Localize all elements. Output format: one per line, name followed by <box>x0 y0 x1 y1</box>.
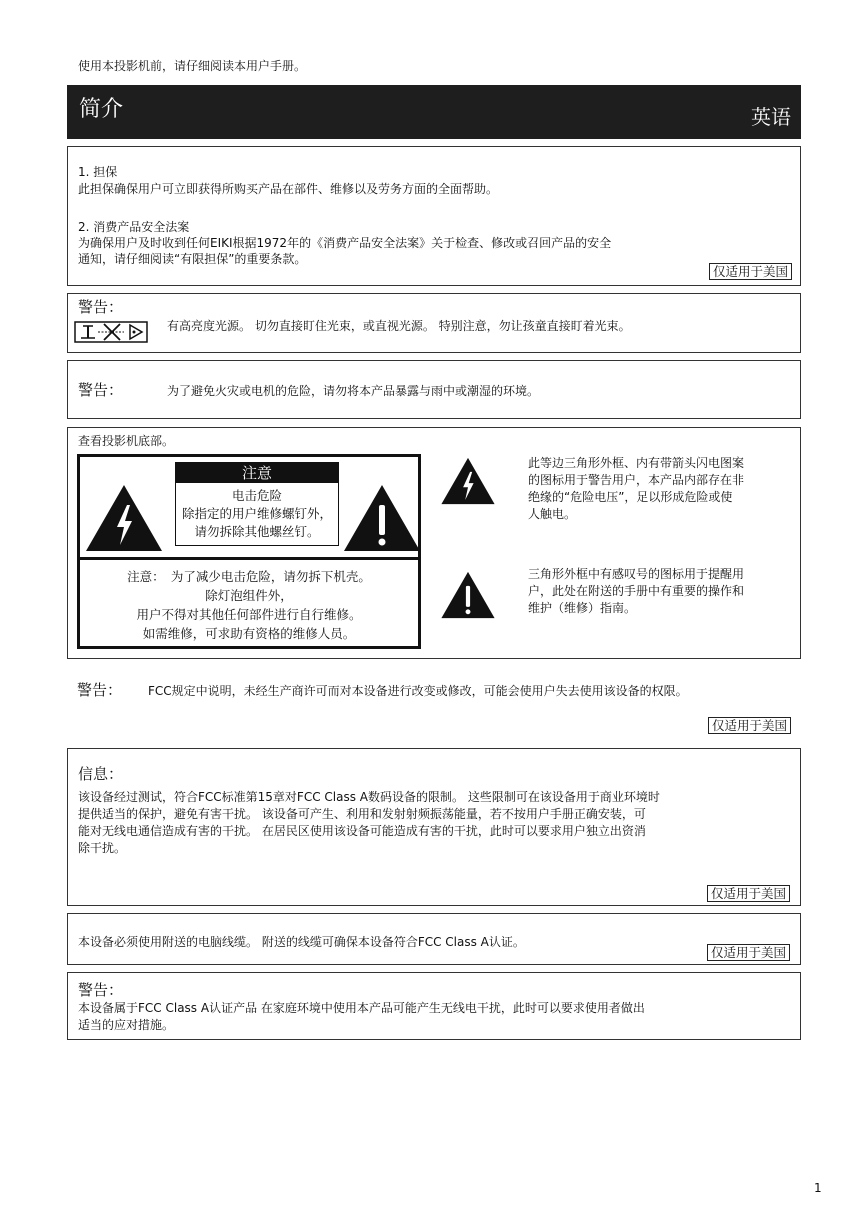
us-only-tag: 仅适用于美国 <box>707 885 790 902</box>
info-heading: 信息： <box>78 765 124 783</box>
warranty-text-2a: 为确保用户及时收到任何EIKI根据1972年的《消费产品安全法案》关于检查、修改或召回产品的安全 <box>78 236 612 250</box>
warning-line: 本设备属于FCC Class A认证产品 在家庭环境中使用本产品可能产生无线电干扰，此时可以要求使用者做出 <box>78 1001 645 1015</box>
us-only-tag: 仅适用于美国 <box>708 717 791 734</box>
info-line: 提供适当的保护，避免有害干扰。 该设备可产生、利用和发射射频振荡能量，若不按用户手册正确安装，可 <box>78 807 646 821</box>
exclamation-description <box>528 566 744 617</box>
caution-line: 除指定的用户维修螺钉外， <box>181 506 332 521</box>
notice-line: 用户不得对其他任何部件进行自行维修。 <box>136 607 362 622</box>
description-line: 户，此处在附送的手册中有重要的操作和 <box>528 584 745 598</box>
description-line: 三角形外框中有感叹号的图标用于提醒用 <box>528 567 745 581</box>
us-only-tag: 仅适用于美国 <box>707 944 790 961</box>
description-line: 维护（维修）指南。 <box>528 601 637 615</box>
fcc-warning-label: 警告： <box>77 681 123 699</box>
caution-line: 电击危险 <box>231 488 282 503</box>
warranty-text-2b: 通知，请仔细阅读“有限担保”的重要条款。 <box>78 252 307 266</box>
info-line: 能对无线电通信造成有害的干扰。 在居民区使用该设备可能造成有害的干扰，此时可以要求用户独立出资消 <box>78 824 646 838</box>
lightning-triangle-icon <box>440 455 496 511</box>
warning-label: 警告： <box>78 298 124 316</box>
info-box <box>67 748 801 906</box>
caution-line: 请勿拆除其他螺丝钉。 <box>194 524 320 539</box>
language-label: 英语 <box>751 105 791 129</box>
us-only-tag: 仅适用于美国 <box>709 263 792 280</box>
exclamation-triangle-icon <box>342 483 422 557</box>
description-line: 的图标用于警告用户，本产品内部存在非 <box>528 473 745 487</box>
notice-line: 如需维修，可求助有资格的维修人员。 <box>142 626 356 641</box>
warning-rain-box <box>67 360 801 419</box>
notice-line: 除灯泡组件外， <box>205 588 293 603</box>
warning-label: 警告： <box>78 381 124 399</box>
top-note: 使用本投影机前，请仔细阅读本用户手册。 <box>78 59 307 73</box>
caution-title: 注意 <box>176 463 338 483</box>
lightning-triangle-icon <box>84 483 164 557</box>
label-divider <box>80 557 418 560</box>
bottom-label-heading: 查看投影机底部。 <box>78 434 175 448</box>
notice-line: 注意： 为了减少电击危险，请勿拆下机壳。 <box>127 569 371 584</box>
class-a-warning-box <box>67 972 801 1040</box>
page-number: 1 <box>814 1181 822 1195</box>
info-line: 除干扰。 <box>78 841 127 855</box>
lightning-description <box>528 455 744 523</box>
info-line: 该设备经过测试，符合FCC标准第15章对FCC Class A数码设备的限制。 这些限制可在该设备用于商业环境时 <box>78 790 660 804</box>
no-stare-beam-icon <box>74 321 148 343</box>
projector-bottom-label <box>77 454 421 649</box>
bottom-label-box <box>67 427 801 659</box>
caution-panel <box>175 462 339 546</box>
warranty-heading-1: 1. 担保 <box>78 165 118 179</box>
cable-box <box>67 913 801 965</box>
warranty-box <box>67 146 801 286</box>
exclamation-triangle-icon <box>440 569 496 625</box>
warning-light-text: 有高亮度光源。 切勿直接盯住光束，或直视光源。 特别注意，勿让孩童直接盯着光束。 <box>167 319 631 333</box>
section-header <box>67 85 801 139</box>
warning-label: 警告： <box>78 981 124 999</box>
fcc-warning-text: FCC规定中说明，未经生产商许可而对本设备进行改变或修改，可能会使用户失去使用该设备的权限。 <box>148 684 688 698</box>
warning-line: 适当的应对措施。 <box>78 1018 175 1032</box>
warranty-heading-2: 2. 消费产品安全法案 <box>78 220 190 234</box>
class-a-warning-text <box>78 1000 792 1034</box>
warning-light-box <box>67 293 801 353</box>
page-title: 简介 <box>79 97 124 122</box>
description-line: 人触电。 <box>528 507 577 521</box>
description-line: 此等边三角形外框、内有带箭头闪电图案 <box>528 456 745 470</box>
info-text <box>78 789 792 857</box>
notice-text <box>80 567 418 643</box>
warranty-text-1: 此担保确保用户可立即获得所购买产品在部件、维修以及劳务方面的全面帮助。 <box>78 182 499 196</box>
cable-text: 本设备必须使用附送的电脑线缆。 附送的线缆可确保本设备符合FCC Class A认证。 <box>78 935 525 949</box>
warning-rain-text: 为了避免火灾或电机的危险，请勿将本产品暴露与雨中或潮湿的环境。 <box>167 384 540 398</box>
description-line: 绝缘的“危险电压”，足以形成危险或使 <box>528 490 733 504</box>
